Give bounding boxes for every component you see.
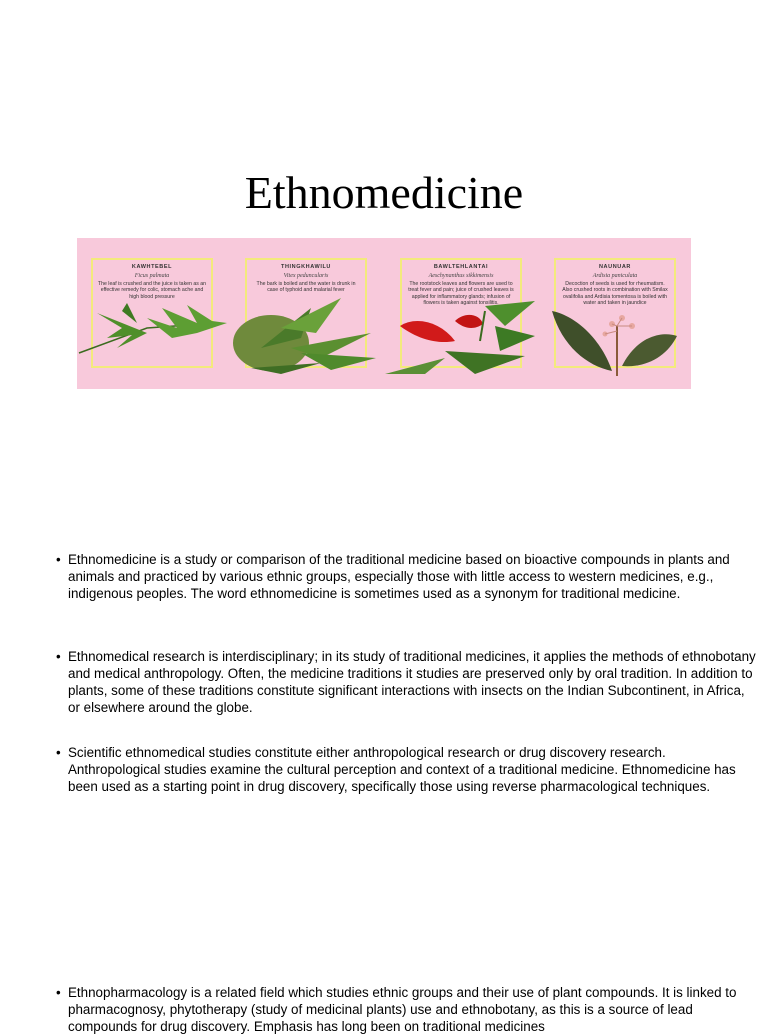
plant-description: The leaf is crushed and the juice is taken as an effective remedy for colic, stomach ache and high blood pressure: [97, 281, 207, 300]
page-title: Ethnomedicine: [244, 167, 524, 218]
vitex-plant-illustration: [231, 288, 381, 374]
plant-scientific-name: Vitex peduncularis: [283, 273, 329, 279]
plant-banner: [77, 238, 691, 389]
bullet-marker: •: [56, 745, 61, 760]
bullet-marker: •: [56, 649, 61, 664]
bullet-item: [56, 744, 756, 795]
plant-scientific-name: Ardisia paniculata: [592, 273, 638, 279]
plant-name: BAWLTEHLANTAI: [433, 264, 489, 270]
plant-name: KAWHTEBEL: [131, 264, 173, 270]
bullet-text: Ethnopharmacology is a related field which studies ethnic groups and their use of plant compounds. It is linked to pharmacognosy, phytotherapy (study of medicinal plants) use and ethnobotany, as this is a source of lead compounds for drug discovery. Emphasis has long been on traditional medicines: [68, 985, 737, 1034]
ficus-plant-illustration: [77, 293, 227, 358]
plant-scientific-name: Ficus palmata: [134, 273, 170, 279]
bullet-text: Scientific ethnomedical studies constitute either anthropological research or drug discovery research. Anthropological studies examine the cultural perception and context of a traditional medicine. Ethnomedicine has been used as a starting point in drug discovery, specifically those using reverse pharmacological techniques.: [68, 745, 736, 794]
plant-name: NAUNUAR: [598, 264, 631, 270]
ardisia-plant-illustration: [547, 306, 682, 376]
bullet-item: [56, 648, 756, 716]
bullet-marker: •: [56, 552, 61, 567]
plant-description: The bark is boiled and the water is drunk in case of typhoid and malarial fever: [256, 281, 356, 294]
bullet-text: Ethnomedicine is a study or comparison of the traditional medicine based on bioactive compounds in plants and animals and practiced by various ethnic groups, especially those with little access to western medicines, e.g., indigenous peoples. The word ethnomedicine is sometimes used as a synonym for traditional medicine.: [68, 552, 730, 601]
plant-scientific-name: Aeschynanthus sikkimensis: [428, 273, 494, 279]
bullet-item: [56, 551, 756, 602]
bullet-marker: •: [56, 985, 61, 1000]
aeschynanthus-plant-illustration: [385, 296, 537, 374]
bullet-text: Ethnomedical research is interdisciplinary; in its study of traditional medicines, it applies the methods of ethnobotany and medical anthropology. Often, the medicine traditions it studies are preserved only by oral tradition. In addition to plants, some of these traditions constitute significant interactions with insects on the Indian Subcontinent, in Africa, or elsewhere around the globe.: [68, 649, 756, 715]
plant-description: The rootstock leaves and flowers are used to treat fever and pain; juice of crushed leaves is applied for inflammatory glands; infusion of flowers is taken against tonsilitis.: [408, 281, 514, 307]
bullet-item: [56, 984, 756, 1035]
plant-name: THINGKHAWILU: [281, 264, 331, 270]
plant-description: Decoction of seeds is used for rheumatism. Also crushed roots in combination with Smilax ovalifolia and Ardisia tomentosa is boiled with water and taken in jaundice: [562, 281, 668, 307]
